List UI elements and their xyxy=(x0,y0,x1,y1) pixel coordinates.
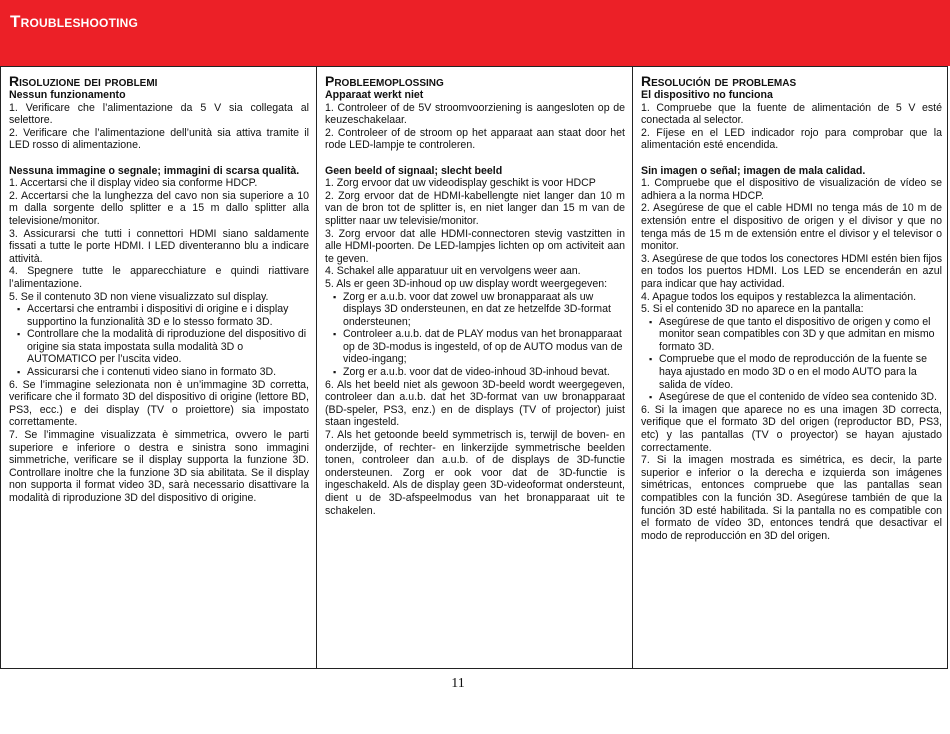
list-item: 3. Assicurarsi che tutti i connettori HDMI siano saldamente fissati a tutte le porte HDMI. I LED diventeranno blu a indicare attività. xyxy=(9,227,309,265)
list-item: 5. Als er geen 3D-inhoud op uw display wordt weergegeven: xyxy=(325,277,608,290)
bullet-list xyxy=(325,291,625,379)
list-item: 1. Controleer of de 5V stroomvoorziening is aangesloten op de keuzeschakelaar. xyxy=(325,101,625,127)
bullet-item: ▪ Assicurarsi che i contenuti video siano in formato 3D. xyxy=(27,366,309,379)
list-item: 6. Si la imagen que aparece no es una imagen 3D correcta, verifique que el formato 3D del origen (reproductor BD, PS3, etc) y las pantallas (TV o proyector) se hayan ajustado correctamente. xyxy=(641,403,942,454)
bullet-item: ▪ Asegúrese de que tanto el dispositivo de origen y como el monitor sean compatibles con 3D y que admitan en mismo formato 3D. xyxy=(659,316,942,354)
section-subtitle: Nessun funzionamento xyxy=(9,89,126,101)
column-title: Probleemoplossing xyxy=(325,73,444,89)
section-subtitle: Apparaat werkt niet xyxy=(325,89,424,101)
list-item: 1. Compruebe que el dispositivo de visualización de vídeo se adhiera a la norma HDCP. xyxy=(641,177,942,202)
list-item: 6. Se l’immagine selezionata non è un’immagine 3D corretta, verificare che il formato 3D del dispositivo di origine (lettore BD, PS3, ecc.) e dei display (TV o proiettore) sia impostato correttamente. xyxy=(9,378,309,429)
list-item: 5. Si el contenido 3D no aparece en la pantalla: xyxy=(641,303,864,316)
list-item: 4. Spegnere tutte le apparecchiature e quindi riattivare l’alimentazione. xyxy=(9,265,309,290)
section-subtitle: Sin imagen o señal; imagen de mala calidad. xyxy=(641,164,866,177)
column-italian xyxy=(1,67,317,668)
page-number: 11 xyxy=(451,676,465,691)
header-banner xyxy=(0,0,950,66)
section-subtitle: Geen beeld of signaal; slecht beeld xyxy=(325,164,503,177)
list-item: 1. Accertarsi che il display video sia conforme HDCP. xyxy=(9,177,258,190)
bullet-item: ▪ Controllare che la modalità di riproduzione del dispositivo di origine sia stata impostata sulla modalità 3D o AUTOMATICO per l’uscita video. xyxy=(27,328,309,366)
bullet-item: ▪ Controleer a.u.b. dat de PLAY modus van het bronapparaat op de 3D-modus is ingesteld, of op de AUTO modus van de video-ingang; xyxy=(343,328,625,366)
list-item: 6. Als het beeld niet als gewoon 3D-beeld wordt weergegeven, controleer dan a.u.b. dat het 3D-format van uw bronapparaat (BD-speler, PS3, enz.) en de displays (TV of projector) juist staan ingesteld. xyxy=(325,378,625,429)
list-item: 2. Verificare che l’alimentazione dell’unità sia attiva tramite il LED rosso di alimentazione. xyxy=(9,126,309,152)
list-item: 7. Als het getoonde beeld symmetrisch is, terwijl de boven- en onderzijde, of rechter- en linkerzijde symmetrische beelden tonen, controleer dan a.u.b. of de displays de 3D-functie ondersteunen. Zorg er ook voor dat de 3D-functie is ingeschakeld. Als de display geen 3D-videoformat ondersteunt, dient u de 3D-afspeelmodus van het bronapparaat uit te schakelen. xyxy=(325,429,625,517)
list-item: 4. Apague todos los equipos y restablezca la alimentación. xyxy=(641,290,917,303)
bullet-list xyxy=(9,303,309,379)
list-item: 1. Verificare che l’alimentazione da 5 V sia collegata al selettore. xyxy=(9,101,309,127)
bullet-item: ▪ Compruebe que el modo de reproducción de la fuente se haya ajustado en modo 3D o en el modo AUTO para la salida de vídeo. xyxy=(659,353,942,391)
list-item: 2. Controleer of de stroom op het apparaat aan staat door het rode LED-lampje te controleren. xyxy=(325,126,625,152)
list-item: 3. Zorg ervoor dat alle HDMI-connectoren stevig vastzitten in alle HDMI-poorten. De LED-lampjes lichten op om activiteit aan te geven. xyxy=(325,227,625,265)
list-item: 1. Compruebe que la fuente de alimentación de 5 V esté conectada al selector. xyxy=(641,101,942,127)
bullet-item: ▪ Accertarsi che entrambi i dispositivi di origine e i display supportino la funzionalità 3D e lo stesso formato 3D. xyxy=(27,303,309,328)
column-spanish xyxy=(633,67,949,668)
troubleshooting-table xyxy=(0,66,948,669)
list-item: 2. Accertarsi che la lunghezza del cavo non sia superiore a 10 m dalla sorgente dello splitter e a 15 m dallo splitter alla televisione/monitor. xyxy=(9,189,309,227)
list-item: 2. Zorg ervoor dat de HDMI-kabellengte niet langer dan 10 m van de bron tot de splitter is, en niet langer dan 15 m van de splitter naar uw televisie/monitor. xyxy=(325,189,625,227)
column-title: Risoluzione dei problemi xyxy=(9,73,158,89)
list-item: 4. Schakel alle apparatuur uit en vervolgens weer aan. xyxy=(325,265,581,278)
section-subtitle: Nessuna immagine o segnale; immagini di scarsa qualità. xyxy=(9,164,300,177)
page-title: Troubleshooting xyxy=(10,12,139,31)
bullet-item: ▪ Zorg er a.u.b. voor dat zowel uw bronapparaat als uw displays 3D ondersteunen, en dat ze hetzelfde 3D-format ondersteunen; xyxy=(343,291,625,329)
column-dutch xyxy=(317,67,633,668)
list-item: 7. Si la imagen mostrada es simétrica, es decir, la parte superior e inferior o la derecha e izquierda son imágenes simétricas, entonces compruebe que las pantallas sean compatibles con la función 3D. Asegúrese también de que la función 3D esté habilitada. Si la pantalla no es compatible con el formato de vídeo 3D, entonces tendrá que desactivar el modo de reproducción en 3D del origen. xyxy=(641,454,942,542)
list-item: 3. Asegúrese de que todos los conectores HDMI estén bien fijos en todos los puertos HDMI. Los LED se encenderán en azul para indicar que hay actividad. xyxy=(641,252,942,290)
list-item: 7. Se l’immagine visualizzata è simmetrica, ovvero le parti superiore e inferiore o destra e sinistra sono immagini simmetriche, verificare se il display supporta la funzione 3D. Controllare inoltre che la funzione 3D sia abilitata. Se il display non supporta il format video 3D, sarà necessario disattivare la modalità di riproduzione 3D del dispositivo di origine. xyxy=(9,429,309,504)
bullet-item: ▪ Zorg er a.u.b. voor dat de video-inhoud 3D-inhoud bevat. xyxy=(343,366,625,379)
bullet-list xyxy=(641,316,942,404)
list-item: 1. Zorg ervoor dat uw videodisplay geschikt is voor HDCP xyxy=(325,177,596,190)
list-item: 2. Asegúrese de que el cable HDMI no tenga más de 10 m de extensión entre el dispositivo de origen y el divisor y que no tenga más de 15 m de extensión entre el divisor y el televisor o monitor. xyxy=(641,202,942,253)
bullet-item: ▪ Asegúrese de que el contenido de vídeo sea contenido 3D. xyxy=(659,391,942,404)
column-title: Resolución de problemas xyxy=(641,73,797,89)
section-subtitle: El dispositivo no funciona xyxy=(641,89,773,101)
list-item: 5. Se il contenuto 3D non viene visualizzato sul display. xyxy=(9,290,269,303)
list-item: 2. Fíjese en el LED indicador rojo para comprobar que la alimentación esté encendida. xyxy=(641,126,942,152)
